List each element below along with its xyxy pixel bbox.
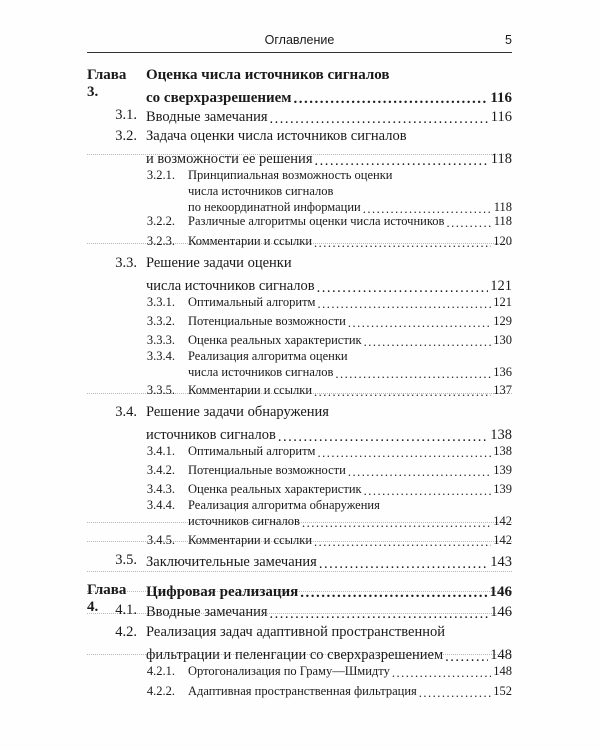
- toc-page-number: 148: [490, 647, 512, 663]
- toc-entry-number: 3.3.5.: [146, 383, 175, 397]
- toc-page-number: 129: [493, 314, 512, 328]
- toc-entry-number: 3.2.2.: [146, 214, 175, 228]
- toc-title-text: Заключительные замечания: [146, 554, 317, 570]
- toc-page-number: 142: [493, 533, 512, 547]
- toc-title-text: Адаптивная пространственная фильтрация: [188, 684, 417, 698]
- toc-title-line: [188, 444, 512, 459]
- toc-title-line: [188, 314, 512, 329]
- toc-title-line: [188, 365, 512, 380]
- toc-title-line: [188, 684, 512, 699]
- toc-title-text: Комментарии и ссылки: [188, 383, 313, 397]
- toc-title-line: [146, 425, 512, 444]
- dot-leader: [302, 517, 491, 530]
- toc-title-line: [146, 552, 512, 571]
- toc-entry-number: 3.4.3.: [146, 482, 175, 496]
- toc-title-line: [146, 88, 512, 107]
- toc-title-text: Реализация алгоритма обнаружения: [188, 498, 380, 512]
- toc-title-line: [188, 664, 512, 679]
- toc-title-line: [188, 383, 512, 398]
- toc-title-line: [146, 602, 512, 621]
- dot-leader: [278, 430, 488, 445]
- toc-page-number: 121: [490, 278, 512, 294]
- toc-entry-number: Глава 4.: [87, 582, 127, 615]
- toc-entry-number: 3.3.1.: [146, 295, 175, 309]
- toc-title-line: [146, 624, 512, 643]
- toc-title-text: числа источников сигналов: [146, 278, 315, 294]
- toc-entry-number: 3.4.: [115, 404, 137, 420]
- toc-title-text: Решение задачи обнаружения: [146, 404, 329, 420]
- toc-entry-number: 3.2.: [115, 128, 137, 144]
- toc-title-text: по некоординатной информации: [188, 200, 361, 214]
- dot-leader: [364, 336, 492, 349]
- dot-leader: [419, 687, 491, 700]
- section-separator: [87, 571, 512, 572]
- toc-page-number: 118: [493, 214, 512, 228]
- toc-title-line: [146, 67, 512, 86]
- page-number: 5: [505, 33, 512, 47]
- dot-leader: [335, 368, 491, 381]
- toc-title-line: [146, 582, 512, 601]
- dot-leader: [446, 217, 491, 230]
- toc-page-number: 146: [490, 604, 512, 620]
- toc-entry-number: 3.5.: [115, 552, 137, 568]
- dot-leader: [445, 650, 488, 665]
- toc-title-line: [188, 533, 512, 548]
- dot-leader: [315, 154, 489, 169]
- toc-title-line: [146, 645, 512, 664]
- dot-leader: [319, 557, 488, 572]
- toc-entry-number: 4.2.2.: [146, 684, 175, 698]
- toc-title-line: [188, 214, 512, 229]
- toc-entry-number: 3.4.5.: [146, 533, 175, 547]
- toc-page-number: 118: [493, 200, 512, 214]
- toc-page-number: 139: [493, 463, 512, 477]
- toc-title-text: Задача оценки числа источников сигналов: [146, 128, 407, 144]
- toc-title-text: источников сигналов: [188, 514, 300, 528]
- toc-title-text: Цифровая реализация: [146, 584, 299, 600]
- toc-page-number: 121: [493, 295, 512, 309]
- toc-title-text: Оптимальный алгоритм: [188, 444, 316, 458]
- toc-title-text: Потенциальные возможности: [188, 463, 346, 477]
- toc-page-number: 120: [493, 234, 512, 248]
- toc-title-line: [188, 184, 512, 199]
- toc-entry-number: 3.2.1.: [146, 168, 175, 182]
- toc-title-line: [146, 276, 512, 295]
- toc-title-text: Потенциальные возможности: [188, 314, 346, 328]
- toc-title-text: Реализация задач адаптивной пространственной: [146, 624, 446, 640]
- toc-page-number: 148: [493, 664, 512, 678]
- toc-title-line: [146, 149, 512, 168]
- toc-title-text: Оценка реальных характеристик: [188, 482, 362, 496]
- toc-title-text: Оценка числа источников сигналов: [146, 67, 390, 83]
- dot-leader: [317, 298, 491, 311]
- toc-title-line: [146, 128, 512, 147]
- toc-title-line: [188, 234, 512, 249]
- toc-title-line: [188, 463, 512, 478]
- dot-leader: [348, 466, 491, 479]
- toc-title-text: Вводные замечания: [146, 604, 268, 620]
- toc-page-number: 138: [493, 444, 512, 458]
- toc-title-text: Ортогонализация по Граму—Шмидту: [188, 664, 390, 678]
- toc-entry-number: 3.4.2.: [146, 463, 175, 477]
- toc-entry-number: 4.2.1.: [146, 664, 175, 678]
- toc-title-line: [146, 255, 512, 274]
- toc-page-number: 152: [493, 684, 512, 698]
- toc-title-text: Различные алгоритмы оценки числа источников: [188, 214, 445, 228]
- toc-entry-number: 3.4.4.: [146, 498, 175, 512]
- dot-leader: [314, 536, 491, 549]
- toc-page-number: 118: [490, 151, 512, 167]
- toc-page-number: 116: [490, 109, 512, 125]
- toc-title-line: [188, 295, 512, 310]
- toc-title-text: числа источников сигналов: [188, 365, 334, 379]
- toc-entry-number: 3.3.: [115, 255, 137, 271]
- toc-page-number: 143: [490, 554, 512, 570]
- toc-page-number: 138: [490, 427, 512, 443]
- dot-leader: [364, 485, 492, 498]
- toc-title-line: [146, 107, 512, 126]
- dot-leader: [348, 317, 491, 330]
- running-title: Оглавление: [264, 33, 335, 47]
- dot-leader: [317, 281, 489, 296]
- toc-title-line: [188, 482, 512, 497]
- dot-leader: [270, 112, 489, 127]
- toc-entry-number: 3.3.3.: [146, 333, 175, 347]
- dot-leader: [392, 667, 491, 680]
- toc-title-text: Принципиальная возможность оценки: [188, 168, 393, 182]
- toc-page-number: 116: [490, 90, 512, 106]
- toc-page-number: 142: [493, 514, 512, 528]
- toc-title-text: Комментарии и ссылки: [188, 533, 313, 547]
- toc-title-text: Оптимальный алгоритм: [188, 295, 316, 309]
- toc-title-text: Вводные замечания: [146, 109, 268, 125]
- toc-title-text: источников сигналов: [146, 427, 276, 443]
- toc-title-text: и возможности ее решения: [146, 151, 313, 167]
- toc-title-line: [188, 168, 512, 183]
- toc-title-line: [188, 498, 512, 513]
- toc-entry-number: 3.1.: [115, 107, 137, 123]
- toc-entry-number: 4.1.: [115, 602, 137, 618]
- dot-leader: [314, 237, 491, 250]
- toc-entry-number: 3.3.2.: [146, 314, 175, 328]
- toc-entry-number: 4.2.: [115, 624, 137, 640]
- dot-leader: [300, 586, 487, 601]
- toc-entry-number: 3.2.3.: [146, 234, 175, 248]
- toc-page-number: 136: [493, 365, 512, 379]
- toc-page-number: 137: [493, 383, 512, 397]
- toc-title-text: числа источников сигналов: [188, 184, 334, 198]
- toc-title-line: [188, 333, 512, 348]
- toc-title-text: Решение задачи оценки: [146, 255, 292, 271]
- toc-title-line: [146, 404, 512, 423]
- toc-entry-number: 3.4.1.: [146, 444, 175, 458]
- toc-title-line: [188, 514, 512, 529]
- toc-title-text: со сверхразрешением: [146, 90, 292, 106]
- dot-leader: [314, 386, 491, 399]
- toc-page-number: 146: [489, 584, 512, 600]
- toc-title-line: [188, 200, 512, 215]
- toc-entry-number: 3.3.4.: [146, 349, 175, 363]
- toc-page-number: 139: [493, 482, 512, 496]
- toc-title-text: Оценка реальных характеристик: [188, 333, 362, 347]
- toc-title-text: Реализация алгоритма оценки: [188, 349, 348, 363]
- toc-entry-number: Глава 3.: [87, 67, 127, 100]
- running-head: [87, 30, 512, 53]
- dot-leader: [294, 92, 489, 107]
- toc-page-number: 130: [493, 333, 512, 347]
- toc-title-text: Комментарии и ссылки: [188, 234, 313, 248]
- dot-leader: [317, 447, 491, 460]
- toc-title-text: фильтрации и пеленгации со сверхразрешением: [146, 647, 444, 663]
- toc-title-line: [188, 349, 512, 364]
- dot-leader: [270, 607, 489, 622]
